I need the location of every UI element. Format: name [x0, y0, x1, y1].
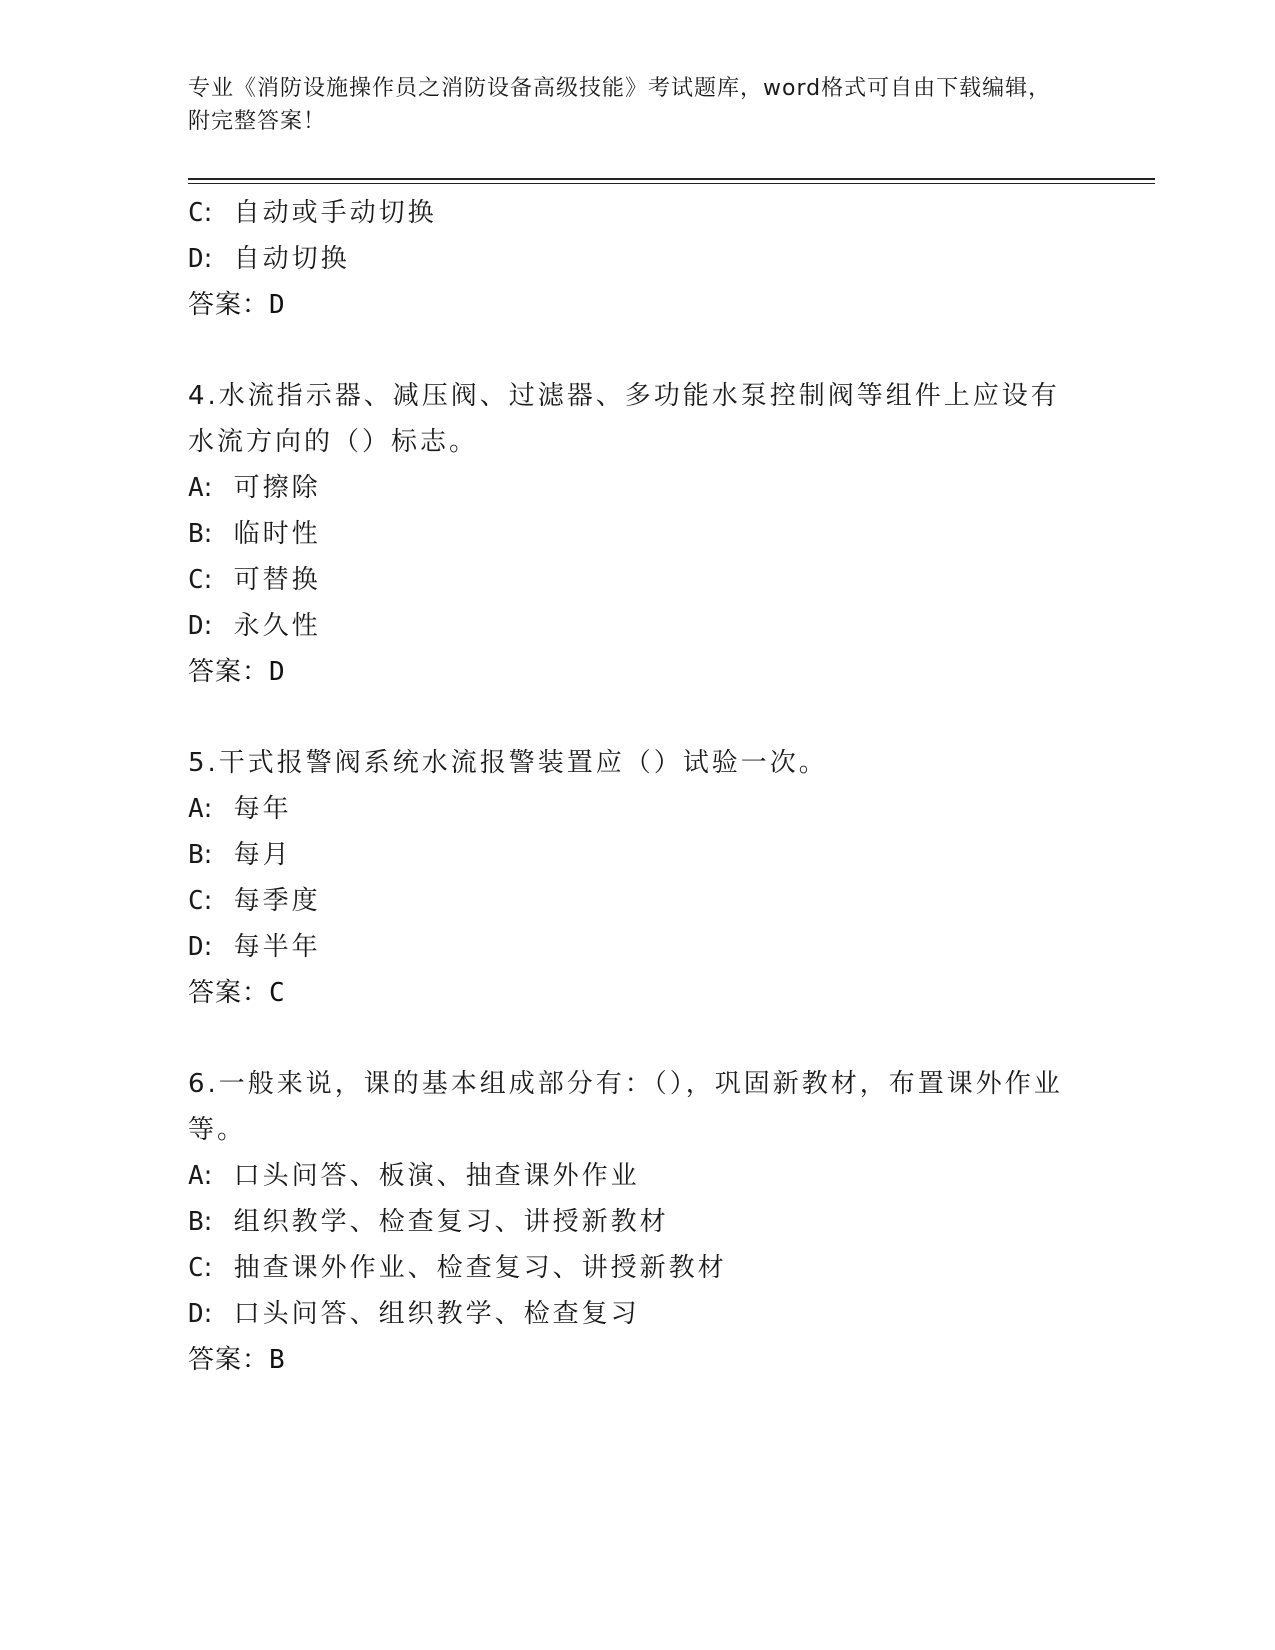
option-text: 永久性 — [233, 611, 321, 641]
option-c — [188, 557, 1068, 603]
option-letter: C — [188, 886, 204, 916]
option-separator: : — [203, 244, 216, 274]
option-letter: D — [188, 611, 204, 641]
option-text: 临时性 — [233, 519, 321, 549]
option-text: 每年 — [233, 794, 292, 824]
option-separator: : — [203, 1207, 216, 1237]
option-separator: : — [203, 1253, 216, 1283]
answer-label: 答案： — [188, 1345, 270, 1375]
option-text: 自动切换 — [233, 244, 350, 274]
option-letter: D — [188, 244, 204, 274]
option-separator: : — [203, 840, 216, 870]
option-separator: : — [203, 198, 216, 228]
option-text: 口头问答、板演、抽查课外作业 — [233, 1161, 640, 1191]
option-b — [188, 511, 1068, 557]
answer-line — [188, 649, 1068, 695]
option-separator: : — [203, 1299, 216, 1329]
answer-value: D — [269, 657, 286, 687]
option-letter: A — [188, 794, 204, 824]
option-a — [188, 1153, 1068, 1199]
option-text: 每季度 — [233, 886, 321, 916]
option-text: 抽查课外作业、检查复习、讲授新教材 — [233, 1253, 727, 1283]
answer-label: 答案： — [188, 290, 270, 320]
option-separator: : — [203, 886, 216, 916]
question-list — [188, 190, 1068, 1383]
option-text: 可擦除 — [233, 473, 321, 503]
answer-label: 答案： — [188, 978, 270, 1008]
option-letter: C — [188, 565, 204, 595]
option-text: 口头问答、组织教学、检查复习 — [233, 1299, 640, 1329]
option-c — [188, 190, 1068, 236]
option-d — [188, 603, 1068, 649]
option-letter: D — [188, 1299, 204, 1329]
option-separator: : — [203, 519, 216, 549]
answer-value: D — [269, 290, 286, 320]
option-letter: B — [188, 519, 204, 549]
answer-label: 答案： — [188, 657, 270, 687]
option-separator: : — [203, 794, 216, 824]
answer-value: B — [269, 1345, 286, 1375]
option-b — [188, 832, 1068, 878]
question-4-text: 4.水流指示器、减压阀、过滤器、多功能水泵控制阀等组件上应设有水流方向的（）标志。 — [188, 381, 1060, 457]
option-letter: B — [188, 840, 204, 870]
option-d — [188, 236, 1068, 282]
spacer — [188, 1016, 1068, 1061]
option-d — [188, 924, 1068, 970]
option-separator: : — [203, 565, 216, 595]
answer-line — [188, 970, 1068, 1016]
option-separator: : — [203, 611, 216, 641]
option-a — [188, 786, 1068, 832]
option-separator: : — [203, 1161, 216, 1191]
option-text: 自动或手动切换 — [233, 198, 437, 228]
option-b — [188, 1199, 1068, 1245]
spacer — [188, 328, 1068, 373]
option-separator: : — [203, 473, 216, 503]
option-text: 每月 — [233, 840, 292, 870]
question-6-text: 6.一般来说，课的基本组成部分有：（），巩固新教材，布置课外作业等。 — [188, 1069, 1063, 1145]
option-letter: B — [188, 1207, 204, 1237]
document-header: 专业《消防设施操作员之消防设备高级技能》考试题库，word格式可自由下载编辑，附完整答案！ — [188, 76, 1052, 134]
answer-value: C — [269, 978, 286, 1008]
option-letter: A — [188, 473, 204, 503]
question-5-text: 5.干式报警阀系统水流报警装置应（）试验一次。 — [188, 748, 828, 778]
option-letter: D — [188, 932, 204, 962]
option-c — [188, 878, 1068, 924]
option-c — [188, 1245, 1068, 1291]
option-letter: C — [188, 198, 204, 228]
answer-line — [188, 1337, 1068, 1383]
option-a — [188, 465, 1068, 511]
spacer — [188, 695, 1068, 740]
answer-line — [188, 282, 1068, 328]
option-d — [188, 1291, 1068, 1337]
option-text: 组织教学、检查复习、讲授新教材 — [233, 1207, 669, 1237]
option-letter: A — [188, 1161, 204, 1191]
option-text: 可替换 — [233, 565, 321, 595]
option-separator: : — [203, 932, 216, 962]
option-letter: C — [188, 1253, 204, 1283]
option-text: 每半年 — [233, 932, 321, 962]
header-rule-thin — [188, 183, 1155, 184]
header-rule-thick — [188, 178, 1155, 180]
